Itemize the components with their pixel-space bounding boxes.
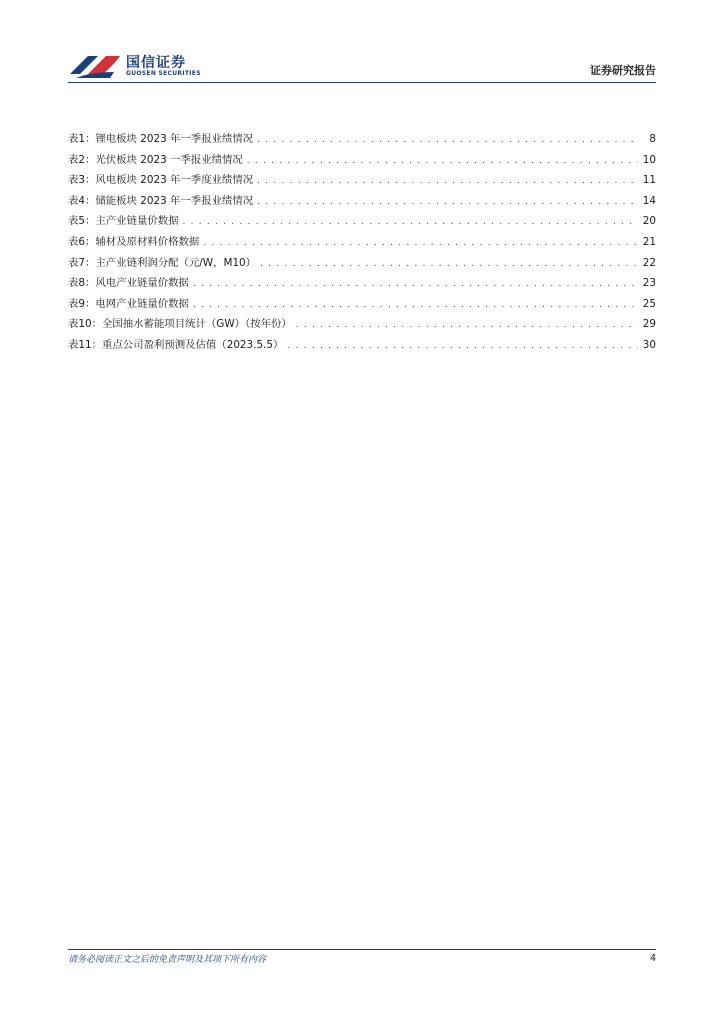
toc-entry-label: 表11： bbox=[68, 338, 103, 351]
page-header bbox=[68, 50, 656, 84]
toc-entry-page: 20 bbox=[642, 215, 656, 228]
toc-dot-leader bbox=[257, 135, 638, 145]
toc-entry-label: 表7： bbox=[68, 256, 96, 269]
toc-entry-page: 8 bbox=[649, 133, 656, 145]
toc-entry-label: 表8： bbox=[68, 277, 96, 290]
toc-entry-title: 锂电板块 2023 年一季报业绩情况 bbox=[95, 133, 254, 145]
toc-entry-label: 表1： bbox=[68, 133, 96, 145]
toc-entry[interactable] bbox=[68, 295, 656, 316]
toc-entry-title: 辅材及原材料价格数据 bbox=[95, 235, 200, 248]
toc-entry-page: 25 bbox=[642, 297, 656, 310]
toc-entry-label: 表4： bbox=[68, 194, 96, 207]
toc-entry-page: 10 bbox=[642, 153, 656, 166]
toc-dot-leader bbox=[287, 341, 638, 351]
toc-dot-leader bbox=[183, 217, 638, 227]
toc-entry[interactable] bbox=[68, 254, 656, 275]
logo-mark-icon bbox=[68, 52, 122, 80]
toc-entry[interactable] bbox=[68, 336, 656, 357]
toc-entry-title: 光伏板块 2023 一季报业绩情况 bbox=[95, 153, 243, 166]
toc-entry-page: 14 bbox=[642, 194, 656, 207]
toc-entry-label: 表10： bbox=[68, 318, 103, 331]
toc-entry-page: 21 bbox=[642, 235, 656, 248]
toc-entry-title: 重点公司盈利预测及估值（2023.5.5） bbox=[102, 338, 284, 351]
toc-entry[interactable] bbox=[68, 171, 656, 192]
toc-entry[interactable] bbox=[68, 151, 656, 172]
toc-entry-label: 表2： bbox=[68, 153, 96, 166]
toc-entry-page: 30 bbox=[642, 338, 656, 351]
toc-dot-leader bbox=[257, 176, 638, 186]
toc-entry-title: 全国抽水蓄能项目统计（GW）（按年份） bbox=[102, 318, 292, 331]
toc-entry-page: 23 bbox=[642, 277, 656, 290]
disclaimer-note: 请务必阅读正文之后的免责声明及其项下所有内容 bbox=[68, 955, 267, 965]
toc-entry[interactable] bbox=[68, 233, 656, 254]
toc-entry-label: 表6： bbox=[68, 235, 96, 248]
toc-entry-title: 电网产业链量价数据 bbox=[95, 297, 189, 310]
toc-dot-leader bbox=[260, 259, 638, 269]
toc-entry-label: 表5： bbox=[68, 215, 96, 228]
toc-entry[interactable] bbox=[68, 192, 656, 213]
toc-dot-leader bbox=[247, 156, 638, 166]
toc-entry-label: 表9： bbox=[68, 297, 96, 310]
toc-entry-title: 储能板块 2023 年一季报业绩情况 bbox=[95, 194, 254, 207]
toc-entry-title: 主产业链量价数据 bbox=[95, 215, 179, 228]
toc-entry-title: 风电产业链量价数据 bbox=[95, 277, 189, 290]
toc-entry-title: 主产业链利润分配（元/W，M10） bbox=[95, 256, 257, 269]
toc-dot-leader bbox=[257, 197, 638, 207]
toc-entry-title: 风电板块 2023 年一季度业绩情况 bbox=[95, 174, 254, 187]
toc-entry[interactable] bbox=[68, 212, 656, 233]
toc-dot-leader bbox=[296, 320, 638, 330]
guosen-logo bbox=[68, 50, 208, 84]
toc-entry[interactable] bbox=[68, 274, 656, 295]
table-of-contents bbox=[68, 130, 656, 357]
toc-entry-label: 表3： bbox=[68, 174, 96, 187]
toc-entry[interactable] bbox=[68, 315, 656, 336]
toc-dot-leader bbox=[203, 238, 638, 248]
page-number: 4 bbox=[649, 953, 656, 964]
toc-entry-page: 22 bbox=[642, 256, 656, 269]
toc-entry-page: 11 bbox=[642, 174, 656, 187]
toc-dot-leader bbox=[193, 300, 638, 310]
toc-entry[interactable] bbox=[68, 130, 656, 151]
toc-dot-leader bbox=[193, 279, 638, 289]
logo-text-en: GUOSEN SECURITIES bbox=[126, 70, 201, 77]
report-type-label: 证券研究报告 bbox=[590, 64, 656, 77]
toc-entry-page: 29 bbox=[642, 318, 656, 331]
header-divider bbox=[68, 82, 656, 83]
logo-text-cn: 国信证券 bbox=[126, 55, 186, 71]
footer-divider bbox=[68, 949, 656, 950]
